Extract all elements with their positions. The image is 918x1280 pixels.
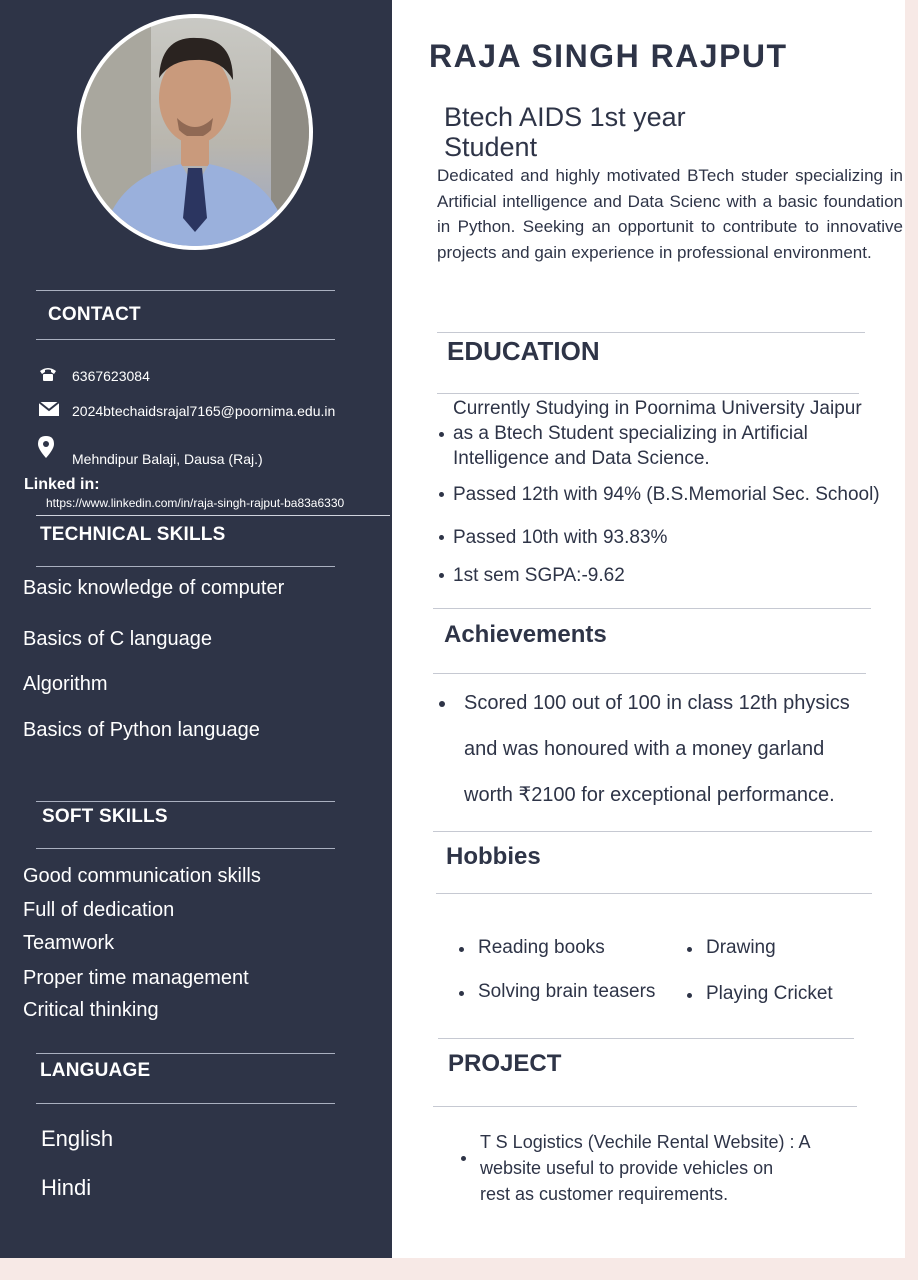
contact-heading: CONTACT xyxy=(48,304,141,325)
education-item: Passed 10th with 93.83% xyxy=(453,527,668,548)
bullet-icon xyxy=(439,535,444,540)
bullet-icon xyxy=(461,1156,466,1161)
divider xyxy=(36,848,335,849)
divider xyxy=(438,1038,854,1039)
education-line: Intelligence and Data Science. xyxy=(453,448,710,469)
sidebar xyxy=(0,0,392,1258)
phone-row xyxy=(38,366,150,385)
project-item xyxy=(480,1129,811,1207)
avatar xyxy=(77,14,313,250)
divider xyxy=(36,290,335,291)
divider xyxy=(36,339,335,340)
achievement-line: Scored 100 out of 100 in class 12th physics xyxy=(464,692,850,714)
language-item: English xyxy=(41,1126,114,1151)
profile-photo xyxy=(81,18,309,246)
email-address[interactable]: 2024btechaidsrajal7165@poornima.edu.in xyxy=(72,402,336,419)
divider xyxy=(36,1103,335,1104)
divider xyxy=(436,893,872,894)
divider xyxy=(36,515,390,516)
education-item: 1st sem SGPA:-9.62 xyxy=(453,565,625,586)
bullet-icon xyxy=(439,701,445,707)
divider xyxy=(437,332,865,333)
education-line: as a Btech Student specializing in Artificial xyxy=(453,423,808,444)
hobbies-heading: Hobbies xyxy=(446,843,541,870)
main-content xyxy=(392,0,905,1258)
divider xyxy=(433,608,871,609)
hobby-item: Playing Cricket xyxy=(706,983,833,1004)
divider xyxy=(36,1053,335,1054)
education-line: Currently Studying in Poornima University Jaipur xyxy=(453,398,862,419)
linkedin-label: Linked in: xyxy=(24,476,100,493)
soft-skill-item: Good communication skills xyxy=(23,865,261,887)
bullet-icon xyxy=(459,947,464,952)
email-row xyxy=(38,401,335,420)
phone-number: 6367623084 xyxy=(72,367,150,384)
project-line: website useful to provide vehicles on xyxy=(480,1158,774,1178)
person-silhouette-icon xyxy=(81,18,309,246)
mail-icon xyxy=(38,401,62,420)
divider xyxy=(433,1106,857,1107)
achievement-item xyxy=(464,680,850,818)
bullet-icon xyxy=(687,947,692,952)
soft-skill-item: Full of dedication xyxy=(23,899,175,921)
education-item xyxy=(453,396,862,471)
education-item: Passed 12th with 94% (B.S.Memorial Sec. School) xyxy=(453,484,880,505)
skill-item: Basic knowledge of computer xyxy=(23,577,285,599)
language-heading: LANGUAGE xyxy=(40,1060,151,1081)
skill-item: Basics of C language xyxy=(23,628,213,650)
divider xyxy=(433,673,866,674)
project-line: T S Logistics (Vechile Rental Website) : A xyxy=(480,1132,811,1152)
role-title xyxy=(444,102,764,162)
full-name: RAJA SINGH RAJPUT xyxy=(429,38,788,74)
achievement-line: and was honoured with a money garland xyxy=(464,738,825,760)
achievements-heading: Achievements xyxy=(444,621,607,648)
divider xyxy=(36,801,335,802)
hobby-item: Solving brain teasers xyxy=(478,981,656,1002)
education-heading: EDUCATION xyxy=(447,336,600,366)
divider xyxy=(433,831,872,832)
bullet-icon xyxy=(439,492,444,497)
soft-skill-item: Proper time management xyxy=(23,967,249,989)
role-line: Student xyxy=(444,132,538,162)
project-line: rest as customer requirements. xyxy=(480,1184,729,1204)
divider xyxy=(36,566,335,567)
phone-icon xyxy=(38,366,62,385)
soft-skill-item: Critical thinking xyxy=(23,999,159,1021)
profile-summary: Dedicated and highly motivated BTech studer specializing in Artificial intelligence and Data Scienc with a basic foundation in Python. Seeking an opportunit to contribute to innovative projects and gain experience in professional environment. xyxy=(437,166,903,262)
achievement-line: worth ₹2100 for exceptional performance. xyxy=(464,784,835,806)
language-item: Hindi xyxy=(41,1175,92,1200)
hobby-item: Drawing xyxy=(706,937,776,958)
skill-item: Basics of Python language xyxy=(23,719,260,741)
skill-item: Algorithm xyxy=(23,673,108,695)
address-text: Mehndipur Balaji, Dausa (Raj.) xyxy=(72,451,263,467)
technical-skills-heading: TECHNICAL SKILLS xyxy=(40,524,226,545)
bullet-icon xyxy=(439,573,444,578)
bullet-icon xyxy=(439,432,444,437)
address-row xyxy=(38,436,263,467)
project-heading: PROJECT xyxy=(448,1050,562,1077)
bullet-icon xyxy=(459,991,464,996)
soft-skills-heading: SOFT SKILLS xyxy=(42,806,168,827)
linkedin-link[interactable]: https://www.linkedin.com/in/raja-singh-rajput-ba83a6330 xyxy=(46,496,345,510)
divider xyxy=(437,393,859,394)
soft-skill-item: Teamwork xyxy=(23,932,115,954)
bullet-icon xyxy=(687,993,692,998)
hobby-item: Reading books xyxy=(478,937,605,958)
location-pin-icon xyxy=(38,436,62,461)
role-line: Btech AIDS 1st year xyxy=(444,102,686,132)
